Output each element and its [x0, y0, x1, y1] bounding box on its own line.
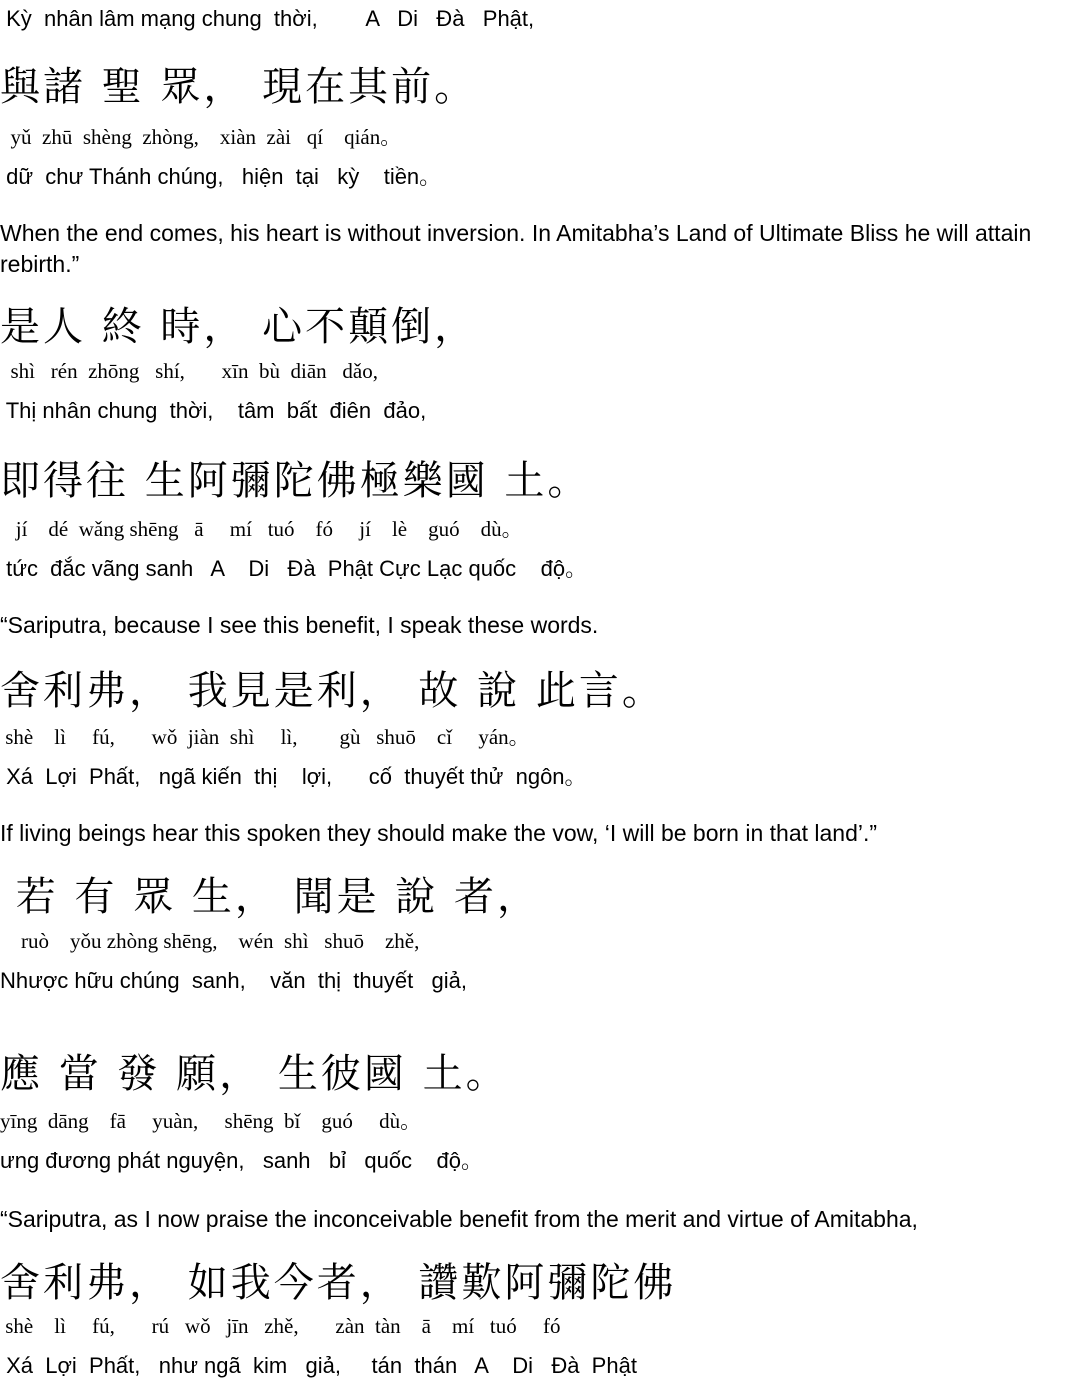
line-pinyin: shì rén zhōng shí, xīn bù diān dǎo,	[0, 359, 378, 383]
line-vietnamese: Nhược hữu chúng sanh, văn thị thuyết giả,	[0, 968, 468, 993]
line-vietnamese: Kỳ nhân lâm mạng chung thời, A Di Đà Phật,	[0, 6, 535, 31]
line-chinese: 即得往 生阿彌陀佛極樂國 土。	[0, 458, 591, 504]
line-chinese: 舍利弗， 如我今者， 讚歎阿彌陀佛	[0, 1260, 677, 1306]
line-vietnamese: Xá Lợi Phất, ngã kiến thị lợi, cố thuyết thử ngôn。	[0, 764, 587, 789]
line-pinyin: yǔ zhū shèng zhòng, xiàn zài qí qián。	[0, 125, 402, 149]
line-pinyin: shè lì fú, rú wǒ jīn zhě, zàn tàn ā mí tuó fó	[0, 1314, 561, 1338]
line-chinese: 舍利弗， 我見是利， 故 說 此言。	[0, 668, 665, 714]
line-vietnamese: Xá Lợi Phất, như ngã kim giả, tán thán A Di Đà Phật	[0, 1353, 637, 1378]
line-vietnamese: dữ chư Thánh chúng, hiện tại kỳ tiền。	[0, 164, 442, 189]
line-vietnamese: Thị nhân chung thời, tâm bất điên đảo,	[0, 398, 427, 423]
line-chinese: 與諸 聖 眾， 現在其前。	[0, 64, 478, 110]
line-pinyin: ruò yǒu zhòng shēng, wén shì shuō zhě,	[0, 929, 420, 953]
line-vietnamese: ưng đương phát nguyện, sanh bỉ quốc độ。	[0, 1148, 483, 1173]
line-pinyin: jí dé wǎng shēng ā mí tuó fó jí lè guó dù。	[0, 517, 523, 541]
line-english: If living beings hear this spoken they should make the vow, ‘I will be born in that land’.”	[0, 820, 878, 846]
line-vietnamese: tức đắc vãng sanh A Di Đà Phật Cực Lạc quốc độ。	[0, 556, 588, 581]
line-chinese: 應 當 發 願， 生彼國 土。	[0, 1051, 509, 1097]
line-english: “Sariputra, as I now praise the inconceivable benefit from the merit and virtue of Amitabha,	[0, 1206, 918, 1232]
line-chinese: 若 有 眾 生， 聞是 說 者，	[0, 874, 541, 920]
line-pinyin: yīng dāng fā yuàn, shēng bǐ guó dù。	[0, 1109, 422, 1133]
line-english: When the end comes, his heart is without inversion. In Amitabha’s Land of Ultimate Bliss he will attain rebirth.”	[0, 220, 1032, 277]
line-english: “Sariputra, because I see this benefit, I speak these words.	[0, 612, 599, 638]
line-pinyin: shè lì fú, wǒ jiàn shì lì, gù shuō cǐ yán。	[0, 725, 530, 749]
line-chinese: 是人 終 時， 心不顛倒，	[0, 304, 478, 350]
